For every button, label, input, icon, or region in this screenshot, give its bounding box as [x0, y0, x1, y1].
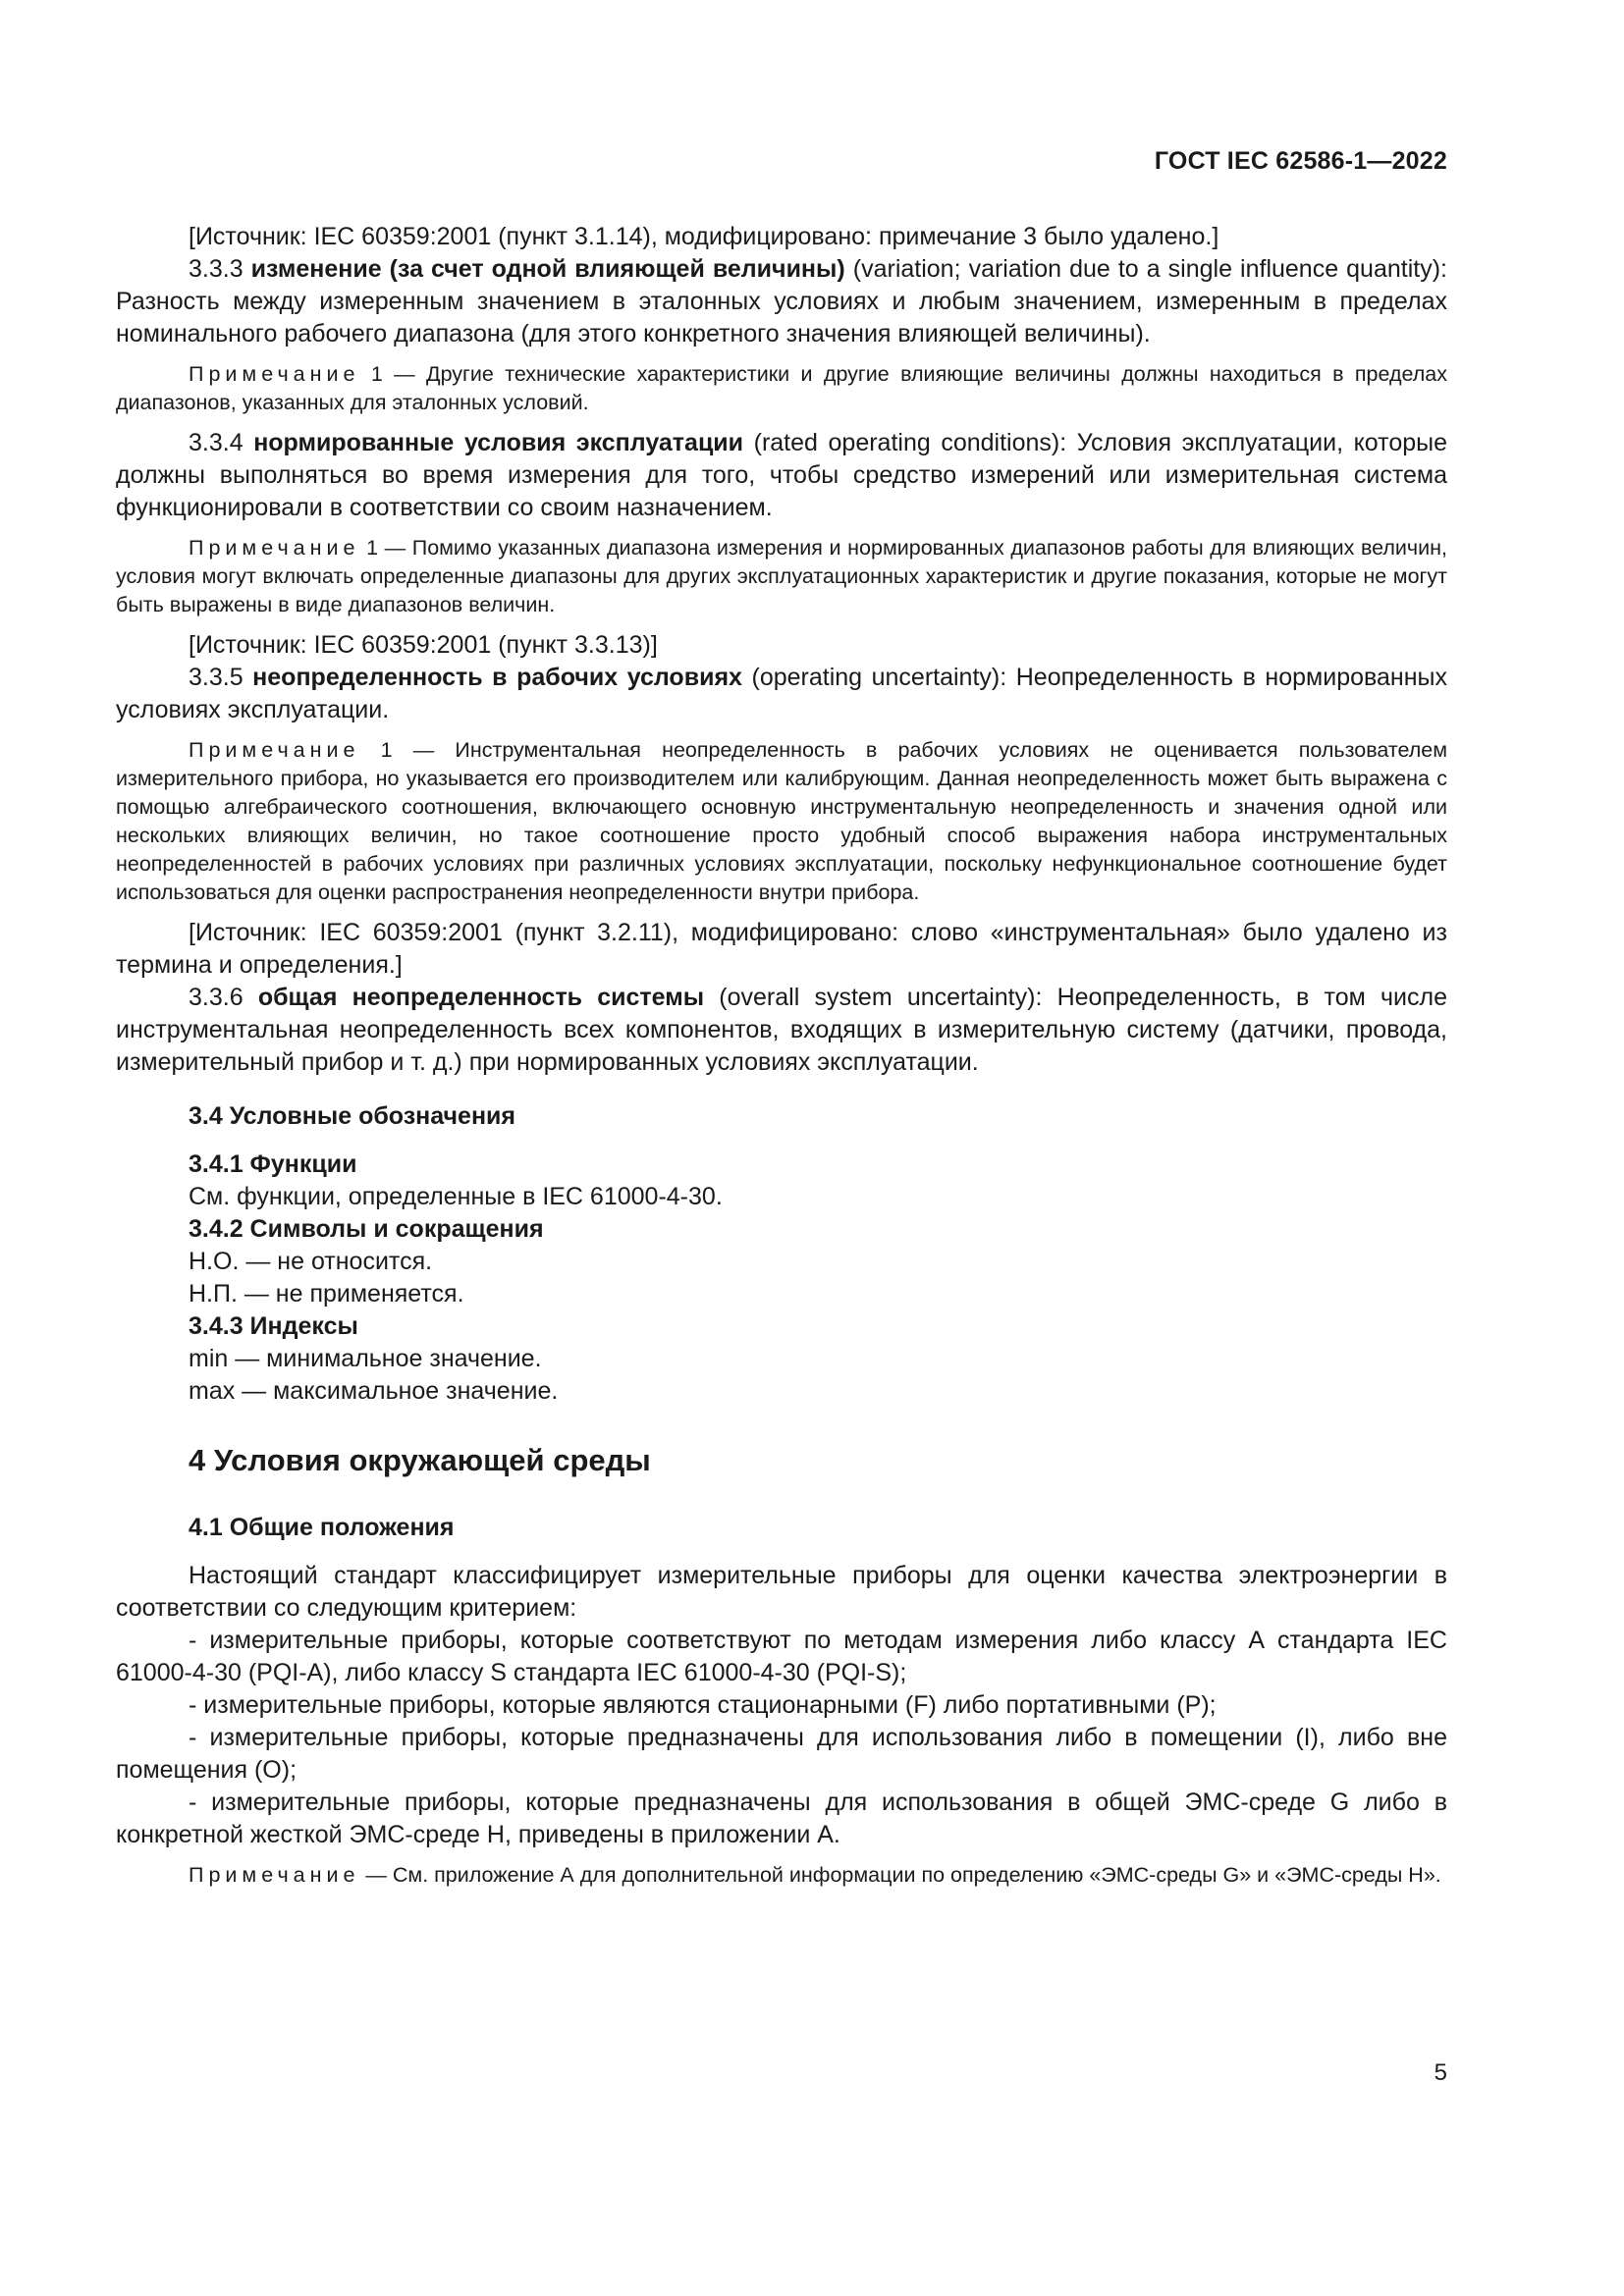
note-text: 1 — Другие технические характеристики и другие влияющие величины должны находиться в пределах диапазонов, указанных для эталонных условий. — [116, 362, 1447, 414]
term-title: неопределенность в рабочих условиях — [252, 664, 742, 691]
page-content — [116, 221, 1447, 1890]
note-3-3-4 — [116, 534, 1447, 619]
abbreviation-item: Н.П. — не применяется. — [189, 1280, 464, 1308]
index-item: min — минимальное значение. — [189, 1345, 542, 1372]
note-3-3-3 — [116, 360, 1447, 417]
abbreviation-item: Н.О. — не относится. — [189, 1248, 433, 1275]
subsection-3-4-1-heading: 3.4.1 Функции — [189, 1150, 357, 1178]
note-text: — См. приложение А для дополнительной информации по определению «ЭМС-среды G» и «ЭМС-среды H». — [359, 1863, 1441, 1887]
note-3-3-5 — [116, 736, 1447, 907]
section-3-4-heading: 3.4 Условные обозначения — [189, 1102, 516, 1130]
section-4-1-heading: 4.1 Общие положения — [189, 1514, 455, 1541]
term-3-3-3 — [116, 253, 1447, 350]
term-definition: (rated operating conditions): Условия эксплуатации, которые должны выполняться во время измерения для того, чтобы средство измерений или измерительная система функционировали в соответствии со своим назначением. — [116, 429, 1448, 521]
section-4-1-intro: Настоящий стандарт классифицирует измерительные приборы для оценки качества электроэнергии в соответствии со следующим критерием: — [116, 1562, 1447, 1622]
source-note: [Источник: IEC 60359:2001 (пункт 3.3.13)] — [189, 631, 658, 659]
source-note: [Источник: IEC 60359:2001 (пункт 3.1.14), модифицировано: примечание 3 было удалено.] — [189, 223, 1219, 250]
list-item: - измерительные приборы, которые предназначены для использования в общей ЭМС-среде G либо в конкретной жесткой ЭМС-среде H, приведены в приложении А. — [116, 1789, 1447, 1848]
term-3-3-5 — [116, 662, 1447, 726]
note-label: Примечание — [189, 536, 360, 560]
term-3-3-6 — [116, 982, 1447, 1079]
source-note: [Источник: IEC 60359:2001 (пункт 3.2.11), модифицировано: слово «инструментальная» было удалено из термина и определения.] — [116, 919, 1447, 979]
term-definition: (overall system uncertainty): Неопределенность, в том числе инструментальная неопределенность всех компонентов, входящих в измерительную систему (датчики, провода, измерительный прибор и т. д.) при нормированных условиях эксплуатации. — [116, 984, 1447, 1076]
page-number: 5 — [1434, 2059, 1447, 2086]
term-title: нормированные условия эксплуатации — [253, 429, 744, 456]
term-title: изменение (за счет одной влияющей величины) — [250, 255, 845, 283]
note-label: Примечание — [189, 1863, 360, 1887]
subsection-3-4-2-heading: 3.4.2 Символы и сокращения — [189, 1215, 544, 1243]
term-number: 3.3.4 — [189, 429, 254, 456]
index-item: max — максимальное значение. — [189, 1377, 559, 1405]
term-title: общая неопределенность системы — [257, 984, 705, 1011]
subsection-3-4-3-heading: 3.4.3 Индексы — [189, 1312, 358, 1340]
note-text: 1 — Инструментальная неопределенность в рабочих условиях не оценивается пользователем измерительного прибора, но указывается его производителем или калибрующим. Данная неопределенность может быть выражена с помощью алгебраического соотношения, включающего основную инструментальную неопределенность и значения одной или нескольких влияющих величин, но такое соотношение просто удобный способ выражения набора инструментальных неопределенностей в рабочих условиях при различных условиях эксплуатации, поскольку нефункциональное соотношение будет использоваться для оценки распространения неопределенности внутри прибора. — [116, 738, 1447, 904]
note-label: Примечание — [189, 738, 360, 762]
term-3-3-4 — [116, 427, 1447, 524]
subsection-3-4-1-text: См. функции, определенные в IEC 61000-4-30. — [189, 1183, 723, 1210]
term-definition: (operating uncertainty): Неопределенность в нормированных условиях эксплуатации. — [116, 664, 1447, 723]
note-4-1 — [116, 1861, 1447, 1890]
list-item: - измерительные приборы, которые являются стационарными (F) либо портативными (P); — [189, 1691, 1217, 1719]
note-text: 1 — Помимо указанных диапазона измерения и нормированных диапазонов работы для влияющих величин, условия могут включать определенные диапазоны для других эксплуатационных характеристик и другие показания, которые не могут быть выражены в виде диапазонов величин. — [116, 536, 1447, 616]
term-number: 3.3.3 — [189, 255, 251, 283]
term-number: 3.3.5 — [189, 664, 253, 691]
document-header: ГОСТ IEC 62586-1—2022 — [1154, 147, 1447, 175]
term-number: 3.3.6 — [189, 984, 258, 1011]
section-4-heading: 4 Условия окружающей среды — [189, 1443, 651, 1477]
note-label: Примечание — [189, 362, 360, 386]
list-item: - измерительные приборы, которые предназначены для использования либо в помещении (I), либо вне помещения (O); — [116, 1724, 1447, 1784]
term-definition: (variation; variation due to a single influence quantity): Разность между измеренным значением в эталонных условиях и любым значением, измеренным в пределах номинального рабочего диапазона (для этого конкретного значения влияющей величины). — [116, 255, 1447, 347]
list-item: - измерительные приборы, которые соответствуют по методам измерения либо классу А стандарта IEC 61000-4-30 (PQI-A), либо классу S стандарта IEC 61000-4-30 (PQI-S); — [116, 1627, 1447, 1686]
